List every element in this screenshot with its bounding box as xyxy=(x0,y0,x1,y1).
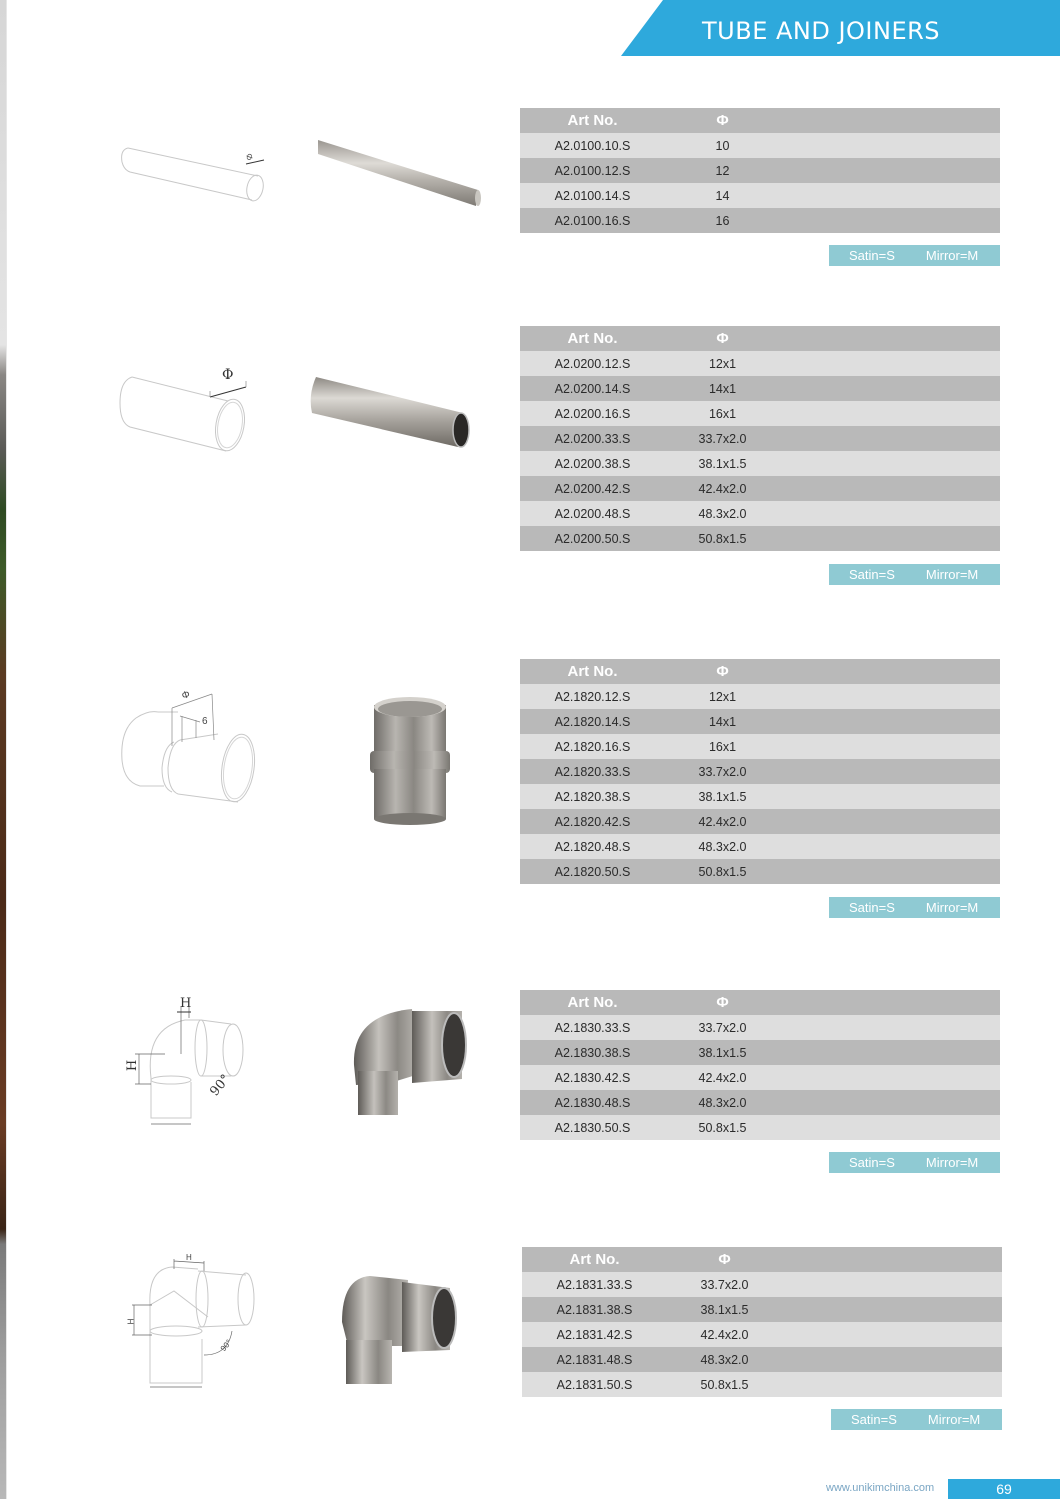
phi-cell: 16x1 xyxy=(708,406,737,421)
art-no-cell: A2.1820.16.S xyxy=(554,739,631,754)
phi-cell: 38.1x1.5 xyxy=(698,789,747,804)
art-no-cell: A2.1831.50.S xyxy=(556,1377,633,1392)
table-row xyxy=(522,1297,1002,1322)
art-no-cell: A2.1830.33.S xyxy=(554,1020,631,1035)
phi-cell: 10 xyxy=(715,138,730,153)
art-no-cell: A2.0200.42.S xyxy=(554,481,631,496)
phi-cell: 38.1x1.5 xyxy=(698,1045,747,1060)
art-no-cell: A2.1820.48.S xyxy=(554,839,631,854)
phi-cell: 14 xyxy=(715,188,730,203)
width-dimension-label: 6 xyxy=(202,716,208,727)
column-header-phi: Φ xyxy=(718,1251,731,1268)
finish-satin-label: Satin=S xyxy=(849,900,895,915)
art-no-cell: A2.0100.10.S xyxy=(554,138,631,153)
finish-legend-badge xyxy=(831,1409,1002,1430)
table-row xyxy=(520,1040,1000,1065)
column-header-phi: Φ xyxy=(716,994,729,1011)
column-header-art-no: Art No. xyxy=(567,663,618,680)
art-no-cell: A2.1820.50.S xyxy=(554,864,631,879)
table-header-row xyxy=(520,326,1000,351)
round-elbow-product-photo xyxy=(350,1005,470,1117)
art-no-cell: A2.0200.33.S xyxy=(554,431,631,446)
table-row xyxy=(522,1372,1002,1397)
table-row xyxy=(522,1322,1002,1347)
sharp-elbow-technical-drawing xyxy=(128,1255,258,1390)
spec-table-rod xyxy=(520,108,1000,233)
art-no-cell: A2.1831.38.S xyxy=(556,1302,633,1317)
phi-cell: 42.4x2.0 xyxy=(700,1327,749,1342)
spec-table-tube xyxy=(520,326,1000,551)
art-no-cell: A2.1830.50.S xyxy=(554,1120,631,1135)
phi-cell: 42.4x2.0 xyxy=(698,1070,747,1085)
phi-dimension-label: Φ xyxy=(222,367,234,383)
finish-legend-badge xyxy=(829,564,1000,585)
h-dimension-label-top: H xyxy=(186,1253,192,1262)
finish-mirror-label: Mirror=M xyxy=(925,1155,979,1170)
finish-satin-label: Satin=S xyxy=(849,1155,895,1170)
joiner-technical-drawing xyxy=(118,690,263,805)
art-no-cell: A2.1831.48.S xyxy=(556,1352,633,1367)
art-no-cell: A2.0100.16.S xyxy=(554,213,631,228)
finish-mirror-label: Mirror=M xyxy=(925,900,979,915)
spec-table-joiner xyxy=(520,659,1000,884)
joiner-product-photo xyxy=(368,695,452,825)
spec-table-sharp-elbow xyxy=(522,1247,1002,1397)
finish-mirror-label: Mirror=M xyxy=(927,1412,981,1427)
art-no-cell: A2.0100.14.S xyxy=(554,188,631,203)
column-header-art-no: Art No. xyxy=(569,1251,620,1268)
phi-cell: 16x1 xyxy=(708,739,737,754)
table-row xyxy=(520,451,1000,476)
phi-cell: 42.4x2.0 xyxy=(698,814,747,829)
table-row xyxy=(520,476,1000,501)
phi-cell: 42.4x2.0 xyxy=(698,481,747,496)
art-no-cell: A2.1831.33.S xyxy=(556,1277,633,1292)
table-row xyxy=(520,351,1000,376)
table-row xyxy=(520,501,1000,526)
art-no-cell: A2.1820.12.S xyxy=(554,689,631,704)
art-no-cell: A2.0200.50.S xyxy=(554,531,631,546)
table-header-row xyxy=(520,990,1000,1015)
phi-cell: 50.8x1.5 xyxy=(700,1377,749,1392)
rod-technical-drawing xyxy=(118,140,268,210)
phi-cell: 12x1 xyxy=(708,356,737,371)
finish-satin-label: Satin=S xyxy=(851,1412,897,1427)
column-header-phi: Φ xyxy=(716,330,729,347)
column-header-phi: Φ xyxy=(716,663,729,680)
phi-cell: 48.3x2.0 xyxy=(698,1095,747,1110)
angle-dimension-label: 90° xyxy=(218,1337,234,1354)
h-dimension-label-side: H xyxy=(126,1318,136,1325)
table-row xyxy=(520,133,1000,158)
left-edge-photo-strip xyxy=(0,0,6,1499)
phi-cell: 38.1x1.5 xyxy=(698,456,747,471)
column-header-art-no: Art No. xyxy=(567,994,618,1011)
table-header-row xyxy=(522,1247,1002,1272)
phi-cell: 14x1 xyxy=(708,714,737,729)
table-row xyxy=(520,834,1000,859)
tube-product-photo xyxy=(308,375,473,450)
phi-cell: 48.3x2.0 xyxy=(698,839,747,854)
table-row xyxy=(520,759,1000,784)
table-row xyxy=(520,376,1000,401)
art-no-cell: A2.1820.38.S xyxy=(554,789,631,804)
table-row xyxy=(522,1347,1002,1372)
h-dimension-label-top: H xyxy=(180,996,192,1011)
art-no-cell: A2.0200.38.S xyxy=(554,456,631,471)
table-row xyxy=(520,1015,1000,1040)
phi-cell: 12x1 xyxy=(708,689,737,704)
table-row xyxy=(520,401,1000,426)
table-header-row xyxy=(520,659,1000,684)
art-no-cell: A2.0100.12.S xyxy=(554,163,631,178)
table-row xyxy=(520,1115,1000,1140)
rod-product-photo xyxy=(318,138,483,213)
art-no-cell: A2.0200.48.S xyxy=(554,506,631,521)
table-row xyxy=(520,183,1000,208)
art-no-cell: A2.1820.42.S xyxy=(554,814,631,829)
table-row xyxy=(520,208,1000,233)
tube-technical-drawing xyxy=(118,365,268,460)
table-row xyxy=(520,709,1000,734)
table-row xyxy=(520,1065,1000,1090)
column-header-phi: Φ xyxy=(716,112,729,129)
finish-satin-label: Satin=S xyxy=(849,567,895,582)
column-header-art-no: Art No. xyxy=(567,112,618,129)
phi-dimension-label: Φ xyxy=(243,151,256,163)
art-no-cell: A2.0200.14.S xyxy=(554,381,631,396)
phi-cell: 16 xyxy=(715,213,730,228)
table-row xyxy=(520,684,1000,709)
art-no-cell: A2.1831.42.S xyxy=(556,1327,633,1342)
table-row xyxy=(522,1272,1002,1297)
art-no-cell: A2.1830.42.S xyxy=(554,1070,631,1085)
footer-website-url: www.unikimchina.com xyxy=(826,1482,935,1494)
page-title: TUBE AND JOINERS xyxy=(702,17,941,45)
finish-mirror-label: Mirror=M xyxy=(925,248,979,263)
phi-cell: 48.3x2.0 xyxy=(700,1352,749,1367)
phi-cell: 50.8x1.5 xyxy=(698,1120,747,1135)
table-row xyxy=(520,859,1000,884)
art-no-cell: A2.1820.14.S xyxy=(554,714,631,729)
table-row xyxy=(520,1090,1000,1115)
table-row xyxy=(520,784,1000,809)
phi-cell: 33.7x2.0 xyxy=(698,431,747,446)
finish-legend-badge xyxy=(829,1152,1000,1173)
phi-cell: 50.8x1.5 xyxy=(698,531,747,546)
table-row xyxy=(520,158,1000,183)
phi-cell: 48.3x2.0 xyxy=(698,506,747,521)
round-elbow-technical-drawing xyxy=(125,998,255,1128)
finish-mirror-label: Mirror=M xyxy=(925,567,979,582)
column-header-art-no: Art No. xyxy=(567,330,618,347)
art-no-cell: A2.1830.38.S xyxy=(554,1045,631,1060)
h-dimension-label-side: H xyxy=(125,1059,141,1072)
phi-cell: 33.7x2.0 xyxy=(698,764,747,779)
phi-cell: 14x1 xyxy=(708,381,737,396)
spec-table-round-elbow xyxy=(520,990,1000,1140)
finish-legend-badge xyxy=(829,897,1000,918)
art-no-cell: A2.1830.48.S xyxy=(554,1095,631,1110)
finish-legend-badge xyxy=(829,245,1000,266)
table-header-row xyxy=(520,108,1000,133)
table-row xyxy=(520,526,1000,551)
table-row xyxy=(520,809,1000,834)
angle-dimension-label: 90° xyxy=(207,1071,234,1100)
art-no-cell: A2.0200.16.S xyxy=(554,406,631,421)
sharp-elbow-product-photo xyxy=(340,1272,458,1388)
phi-cell: 38.1x1.5 xyxy=(700,1302,749,1317)
finish-satin-label: Satin=S xyxy=(849,248,895,263)
phi-cell: 50.8x1.5 xyxy=(698,864,747,879)
phi-cell: 33.7x2.0 xyxy=(700,1277,749,1292)
table-row xyxy=(520,734,1000,759)
phi-cell: 33.7x2.0 xyxy=(698,1020,747,1035)
art-no-cell: A2.1820.33.S xyxy=(554,764,631,779)
art-no-cell: A2.0200.12.S xyxy=(554,356,631,371)
phi-dimension-label: Φ xyxy=(180,688,192,703)
phi-cell: 12 xyxy=(715,163,730,178)
table-row xyxy=(520,426,1000,451)
page-number-badge: 69 xyxy=(948,1479,1060,1499)
